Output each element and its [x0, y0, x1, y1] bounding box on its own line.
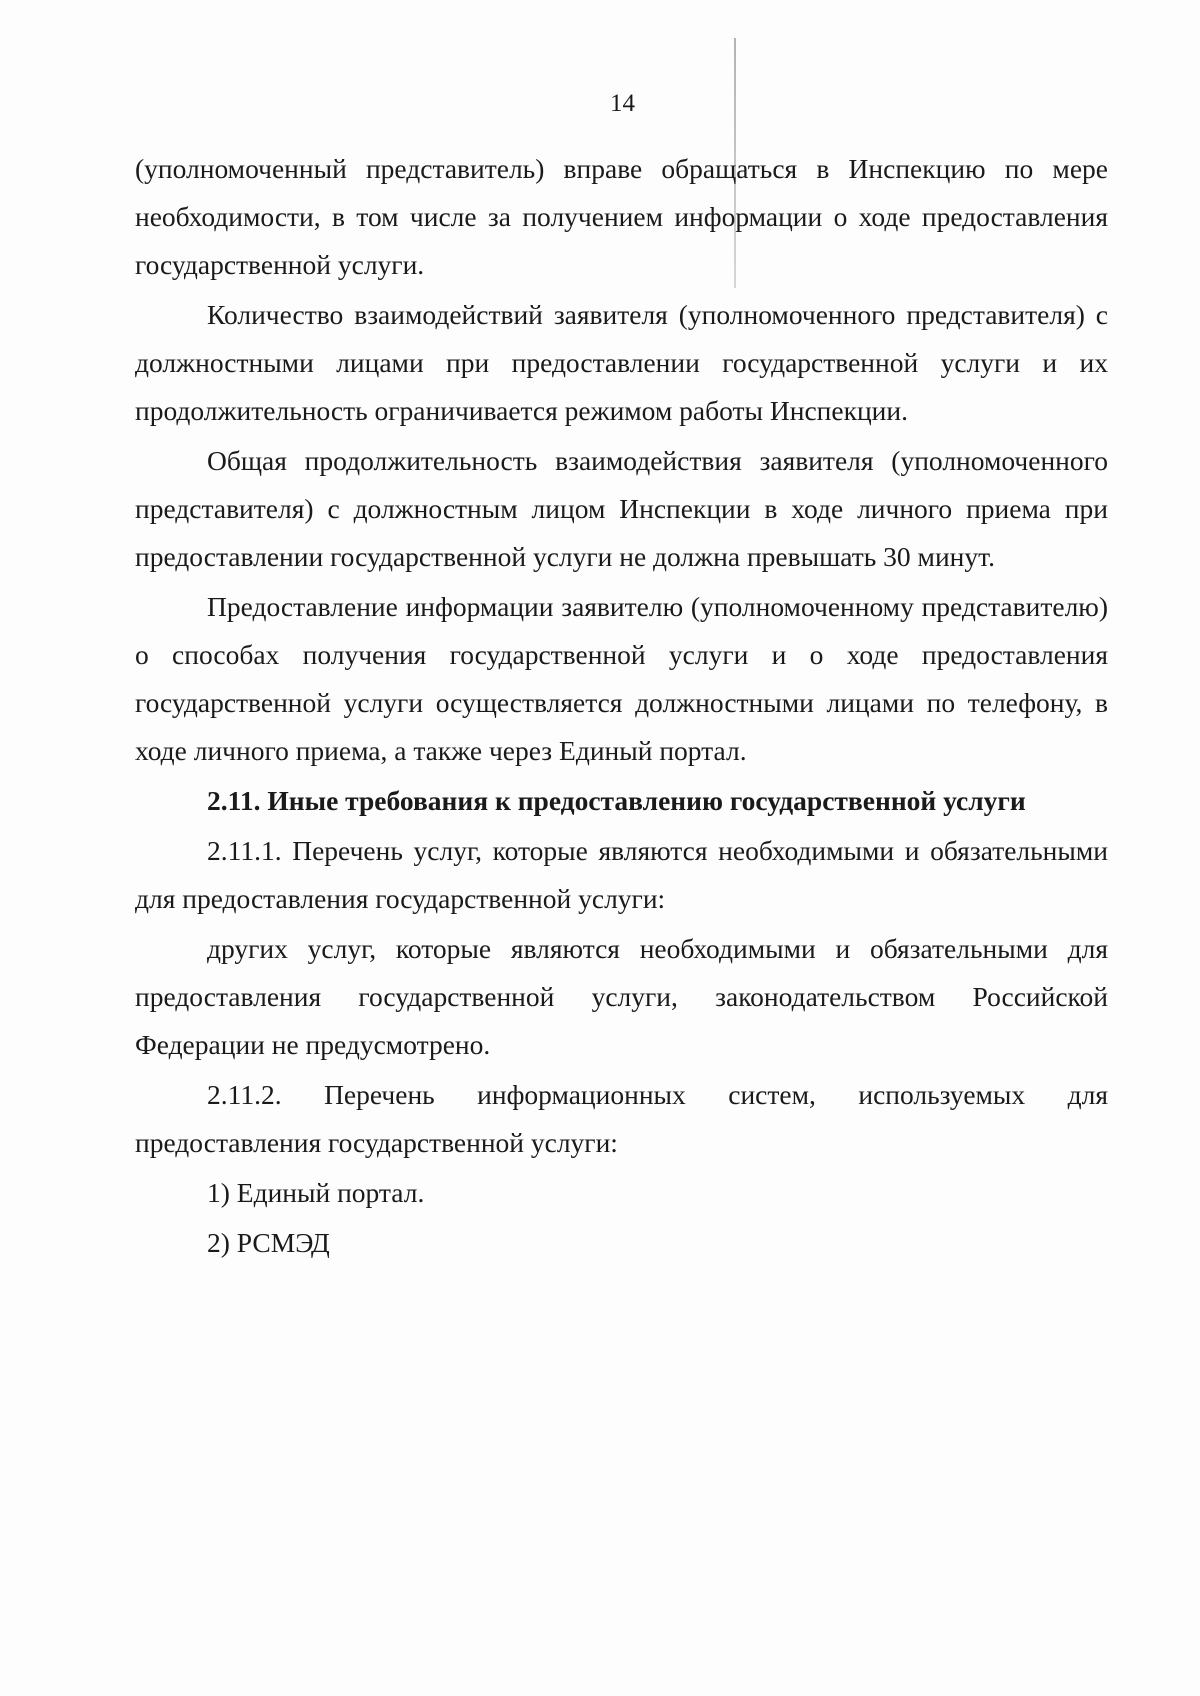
paragraph-5: 2.11.1. Перечень услуг, которые являются необходимыми и обязательными для предоставления государственной услуги:	[135, 835, 1108, 914]
paragraph-1: (уполномоченный представитель) вправе обращаться в Инспекцию по мере необходимости, в том числе за получением информации о ходе предоставления государственной услуги.	[135, 153, 1108, 280]
list-item-2: 2) РСМЭД	[207, 1227, 330, 1258]
paragraph-2: Количество взаимодействий заявителя (уполномоченного представителя) с должностными лицами при предоставлении государственной услуги и их продолжительность ограничивается режимом работы Инспекции.	[135, 299, 1108, 426]
document-body	[135, 145, 1108, 1267]
section-heading: 2.11. Иные требования к предоставлению государственной услуги	[207, 785, 1026, 816]
page-number: 14	[610, 90, 635, 117]
paragraph-7: 2.11.2. Перечень информационных систем, используемых для предоставления государственной услуги:	[135, 1079, 1108, 1158]
list-item-1: 1) Единый портал.	[207, 1177, 425, 1208]
paragraph-6: других услуг, которые являются необходимыми и обязательными для предоставления государственной услуги, законодательством Российской Федерации не предусмотрено.	[135, 933, 1108, 1060]
paragraph-4: Предоставление информации заявителю (уполномоченному представителю) о способах получения государственной услуги и о ходе предоставления государственной услуги осуществляется должностными лицами по телефону, в ходе личного приема, а также через Единый портал.	[135, 591, 1108, 766]
paragraph-3: Общая продолжительность взаимодействия заявителя (уполномоченного представителя) с должностным лицом Инспекции в ходе личного приема при предоставлении государственной услуги не должна превышать 30 минут.	[135, 445, 1108, 572]
